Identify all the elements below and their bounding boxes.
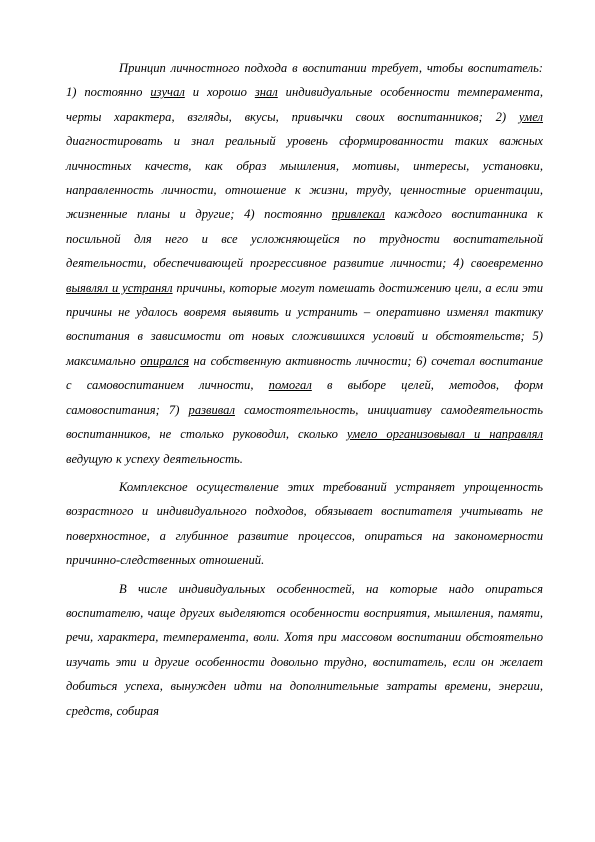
paragraph-complex-requirements [66,475,543,573]
text-run: ведущую к успеху деятельность. [66,451,243,466]
underlined-text: умел [518,109,543,124]
text-run: причины, которые могут помешать достижению цели, а если эти причины не удалось вовремя выявить и устранить – оперативно изменял тактику воспитания в зависимости от новых сложившихся условий и обстоятельств; 5) максимально [66,280,543,368]
paragraph-personal-approach [66,56,543,471]
underlined-text: знал [254,85,278,100]
text-run: каждого воспитанника к посильной для него и все усложняющейся по трудности воспитательной деятельности, обеспечивающей прогрессивное развитие личности; 4) своевременно [66,207,544,271]
underlined-text: умело организовывал и направлял [346,427,543,442]
text-run: диагностировать и знал реальный уровень сформированности таких важных личностных качеств, как образ мышления, мотивы, интересы, установки, направленность личности, отношение к жизни, труду, ценностные ориентации, жизненные планы и другие; 4) постоянно [66,134,543,222]
text-run: в выборе целей, методов, форм самовоспитания; 7) [66,378,543,417]
text-run: и хорошо [184,85,255,100]
text-run: Комплексное осуществление этих требований устраняет упрощенность возрастного и индивидуального подходов, обязывает воспитателя учитывать не поверхностное, а глубинное развитие процессов, опираться на закономерности причинно-следственных отношений. [66,479,543,568]
underlined-text: выявлял и устранял [66,280,173,295]
text-run: индивидуальные особенности темперамента, черты характера, взгляды, вкусы, привычки своих воспитанников; 2) [66,85,543,124]
underlined-text: развивал [188,402,235,417]
text-run: В числе индивидуальных особенностей, на которые надо опираться воспитателю, чаще других выделяются особенности восприятия, мышления, памяти, речи, характера, темперамента, воли. Хотя при массовом воспитании обстоятельно изучать эти и другие особенности довольно трудно, воспитатель, если он желает добиться успеха, вынужден идти на дополнительные затраты времени, энергии, средств, собирая [66,581,543,718]
underlined-text: помогал [268,378,312,393]
text-run: на собственную активность личности; 6) сочетал воспитание с самовоспитанием личности, [66,353,543,393]
underlined-text: изучал [150,85,185,100]
text-run: самостоятельность, инициативу самодеятельность воспитанников, не столько руководил, сколько [66,402,543,442]
underlined-text: привлекал [331,207,385,222]
paragraph-individual-features [66,577,543,723]
text-run: Принцип личностного подхода в воспитании требует, чтобы воспитатель: 1) постоянно [66,61,543,100]
underlined-text: опирался [140,353,189,368]
